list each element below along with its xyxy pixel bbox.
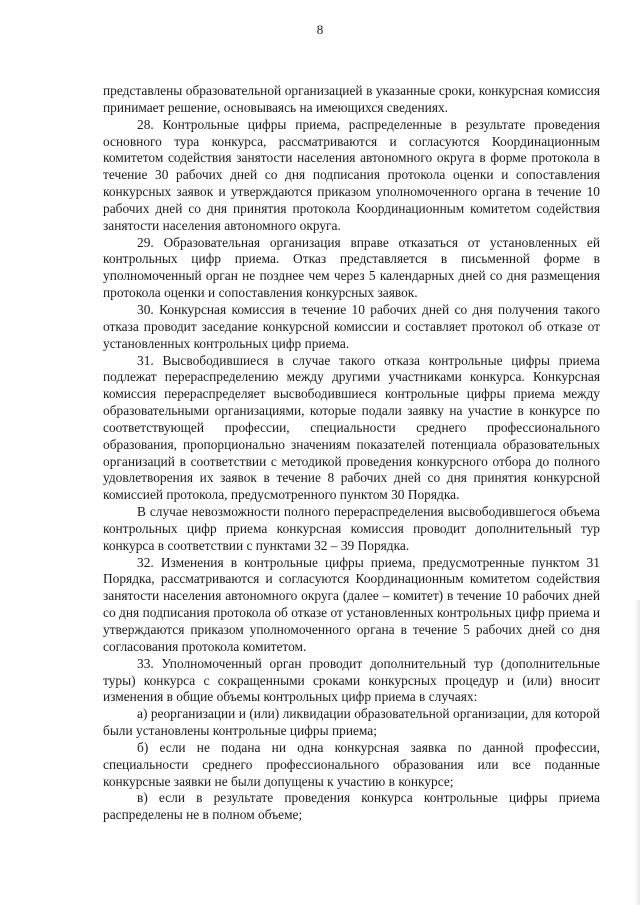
paragraph-33-item-c: в) если в результате проведения конкурса контрольные цифры приема распределены не в полном объеме; [103, 790, 600, 823]
paragraph-30: 30. Конкурсная комиссия в течение 10 рабочих дней со дня получения такого отказа проводит заседание конкурсной комиссии и составляет протокол об отказе от установленных контрольных цифр приема. [103, 301, 600, 351]
paragraph-32: 32. Изменения в контрольные цифры приема, предусмотренные пунктом 31 Порядка, рассматриваются и согласуются Координационным комитетом содействия занятости населения автономного округа (далее – комитет) в течение 10 рабочих дней со дня подписания протокола об отказе от установленных контрольных цифр приема и утверждаются приказом уполномоченного органа в течение 5 рабочих дней со дня согласования протокола комитетом. [103, 554, 600, 654]
paragraph-31: 31. Высвободившиеся в случае такого отказа контрольные цифры приема подлежат перераспределению между другими участниками конкурса. Конкурсная комиссия перераспределяет высвободившиеся контрольные цифры приема между образовательными организациями, которые подали заявку на участие в конкурсе по соответствующей профессии, специальности среднего профессионального образования, пропорционально значениям показателей потенциала образовательных организаций в соответствии с методикой проведения конкурсного отбора до полного удовлетворения их заявок в течение 8 рабочих дней со дня принятия конкурсной комиссией протокола, предусмотренного пунктом 30 Порядка. [103, 352, 600, 503]
paragraph-29: 29. Образовательная организация вправе отказаться от установленных ей контрольных цифр приема. Отказ представляется в письменной форме в уполномоченный орган не позднее чем через 5 календарных дней со дня размещения протокола оценки и сопоставления конкурсных заявок. [103, 234, 600, 301]
paragraph-33: 33. Уполномоченный орган проводит дополнительный тур (дополнительные туры) конкурса с сокращенными сроками конкурсных процедур и (или) вносит изменения в общие объемы контрольных цифр приема в случаях: [103, 655, 600, 705]
paragraph-31-note: В случае невозможности полного перераспределения высвободившегося объема контрольных цифр приема конкурсная комиссия проводит дополнительный тур конкурса в соответствии с пунктами 32 – 39 Порядка. [103, 504, 600, 553]
scan-edge-shadow [634, 600, 640, 905]
document-body [103, 83, 600, 824]
paragraph-33-item-a: а) реорганизации и (или) ликвидации образовательной организации, для которой были установлены контрольные цифры приема; [103, 706, 600, 739]
paragraph-33-item-b: б) если не подана ни одна конкурсная заявка по данной профессии, специальности среднего профессионального образования или все поданные конкурсные заявки не были допущены к участию в конкурсе; [103, 739, 600, 789]
paragraph-28: 28. Контрольные цифры приема, распределенные в результате проведения основного тура конкурса, рассматриваются и согласуются Координационным комитетом содействия занятости населения автономного округа в форме протокола в течение 30 рабочих дней со дня подписания протокола оценки и сопоставления конкурсных заявок и утверждаются приказом уполномоченного органа в течение 10 рабочих дней со дня принятия протокола Координационным комитетом содействия занятости населения автономного округа. [103, 116, 600, 233]
paragraph-continuation: представлены образовательной организацией в указанные сроки, конкурсная комиссия принимает решение, основываясь на имеющихся сведениях. [103, 83, 600, 115]
page-number: 8 [316, 22, 324, 37]
